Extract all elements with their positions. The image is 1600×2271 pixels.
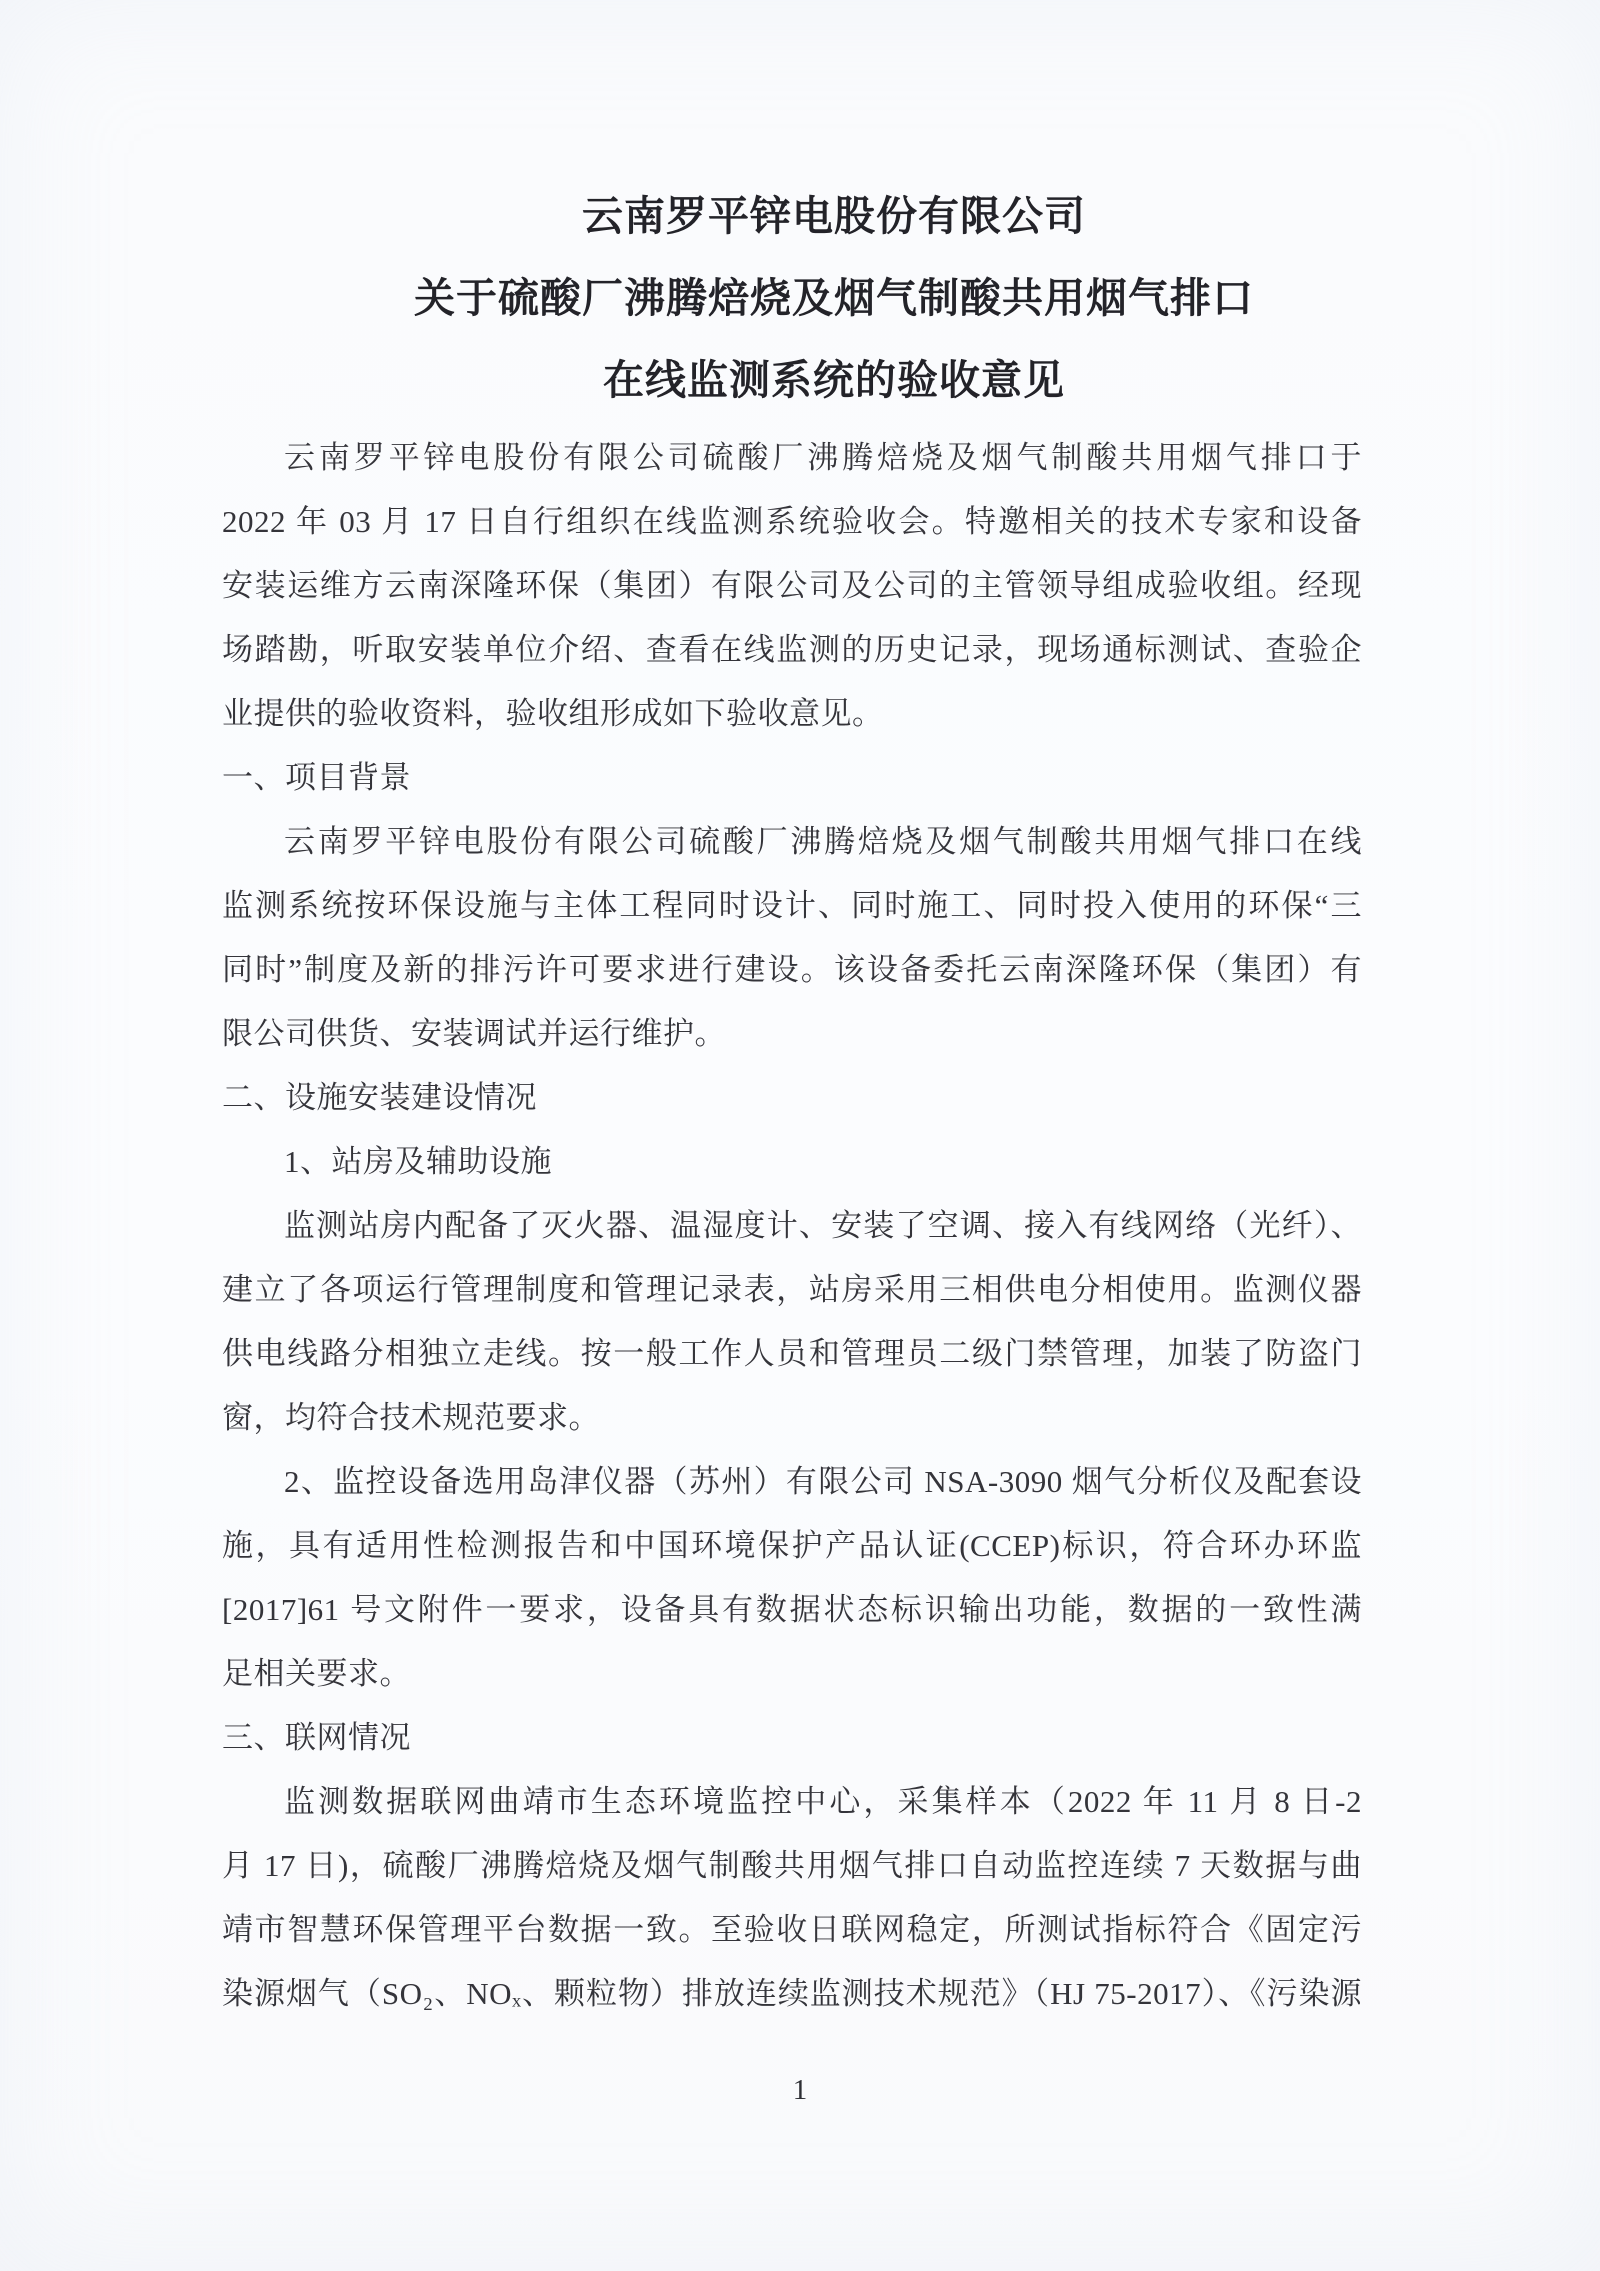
body-line: 窗，均符合技术规范要求。 — [222, 1400, 600, 1435]
body-line: 监测站房内配备了灭火器、温湿度计、安装了空调、接入有线网络（光纤）、 — [284, 1208, 1362, 1243]
title-line-1: 云南罗平锌电股份有限公司 — [582, 193, 1086, 239]
body-line: 建立了各项运行管理制度和管理记录表，站房采用三相供电分相使用。监测仪器 — [222, 1272, 1362, 1307]
page-number: 1 — [792, 2074, 808, 2106]
title-line-2: 关于硫酸厂沸腾焙烧及烟气制酸共用烟气排口 — [414, 275, 1254, 321]
section-heading: 三、联网情况 — [222, 1720, 411, 1755]
body-line: 场踏勘，听取安装单位介绍、查看在线监测的历史记录，现场通标测试、查验企 — [222, 632, 1362, 667]
body-line: 施，具有适用性检测报告和中国环境保护产品认证(CCEP)标识，符合环办环监 — [222, 1528, 1362, 1563]
section-heading: 二、设施安装建设情况 — [222, 1080, 537, 1115]
body-line: [2017]61 号文附件一要求，设备具有数据状态标识输出功能，数据的一致性满 — [222, 1592, 1362, 1627]
body-line: 限公司供货、安装调试并运行维护。 — [222, 1016, 726, 1051]
body-line: 云南罗平锌电股份有限公司硫酸厂沸腾焙烧及烟气制酸共用烟气排口在线 — [284, 824, 1362, 859]
body-line: 染源烟气（SO₂、NOₓ、颗粒物）排放连续监测技术规范》（HJ 75-2017）、《污染源 — [222, 1976, 1362, 2011]
body-line: 1、站房及辅助设施 — [284, 1144, 552, 1179]
body-line: 安装运维方云南深隆环保（集团）有限公司及公司的主管领导组成验收组。经现 — [222, 568, 1362, 603]
title-line-3: 在线监测系统的验收意见 — [603, 357, 1065, 403]
body-line: 监测数据联网曲靖市生态环境监控中心，采集样本（2022 年 11 月 8 日-2 — [284, 1784, 1362, 1819]
body-line: 云南罗平锌电股份有限公司硫酸厂沸腾焙烧及烟气制酸共用烟气排口于 — [284, 440, 1362, 475]
body-line: 2022 年 03 月 17 日自行组织在线监测系统验收会。特邀相关的技术专家和设备 — [222, 504, 1362, 539]
section-heading: 一、项目背景 — [222, 760, 411, 795]
document-title — [264, 175, 1404, 421]
body-line: 足相关要求。 — [222, 1656, 411, 1691]
body-line: 靖市智慧环保管理平台数据一致。至验收日联网稳定，所测试指标符合《固定污 — [222, 1912, 1362, 1947]
body-line: 同时”制度及新的排污许可要求进行建设。该设备委托云南深隆环保（集团）有 — [222, 952, 1362, 987]
body-line: 业提供的验收资料，验收组形成如下验收意见。 — [222, 696, 884, 731]
body-line: 月 17 日)，硫酸厂沸腾焙烧及烟气制酸共用烟气排口自动监控连续 7 天数据与曲 — [222, 1848, 1362, 1883]
body-line: 2、监控设备选用岛津仪器（苏州）有限公司 NSA-3090 烟气分析仪及配套设 — [284, 1464, 1362, 1499]
body-line: 供电线路分相独立走线。按一般工作人员和管理员二级门禁管理，加装了防盗门 — [222, 1336, 1362, 1371]
body-lines — [222, 426, 1362, 2026]
body-line: 监测系统按环保设施与主体工程同时设计、同时施工、同时投入使用的环保“三 — [222, 888, 1362, 923]
